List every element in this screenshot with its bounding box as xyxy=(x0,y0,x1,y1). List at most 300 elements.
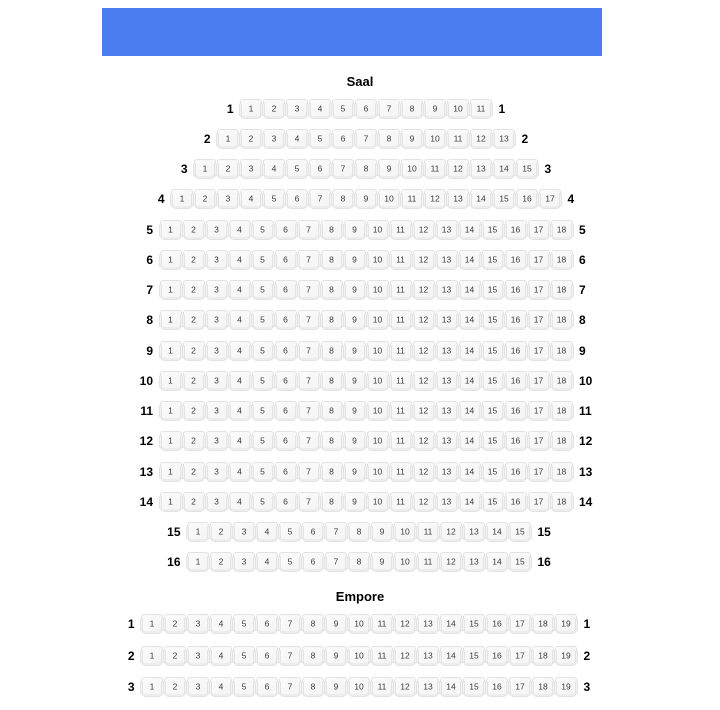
seat[interactable] xyxy=(263,189,285,209)
seat[interactable] xyxy=(206,280,228,300)
seat[interactable] xyxy=(551,250,573,270)
seat[interactable] xyxy=(321,310,343,330)
seat[interactable] xyxy=(194,189,216,209)
seat[interactable] xyxy=(551,280,573,300)
seat[interactable] xyxy=(160,280,182,300)
seat[interactable] xyxy=(275,310,297,330)
seat[interactable] xyxy=(367,341,389,361)
seat[interactable] xyxy=(194,159,216,179)
seat[interactable] xyxy=(470,159,492,179)
seat[interactable] xyxy=(378,99,400,119)
seat[interactable] xyxy=(171,189,193,209)
seat[interactable] xyxy=(275,401,297,421)
seat[interactable] xyxy=(160,310,182,330)
seat[interactable] xyxy=(447,99,469,119)
seat[interactable] xyxy=(298,492,320,512)
seat[interactable] xyxy=(509,677,531,697)
seat[interactable] xyxy=(183,310,205,330)
seat[interactable] xyxy=(325,522,347,542)
seat[interactable] xyxy=(390,492,412,512)
seat[interactable] xyxy=(298,250,320,270)
seat[interactable] xyxy=(286,189,308,209)
seat[interactable] xyxy=(206,492,228,512)
seat[interactable] xyxy=(256,552,278,572)
seat[interactable] xyxy=(390,250,412,270)
seat[interactable] xyxy=(206,401,228,421)
seat[interactable] xyxy=(440,552,462,572)
seat[interactable] xyxy=(424,129,446,149)
seat[interactable] xyxy=(229,220,251,240)
seat[interactable] xyxy=(378,129,400,149)
seat[interactable] xyxy=(348,552,370,572)
seat[interactable] xyxy=(286,129,308,149)
seat[interactable] xyxy=(417,614,439,634)
seat[interactable] xyxy=(321,401,343,421)
seat[interactable] xyxy=(528,310,550,330)
seat[interactable] xyxy=(302,646,324,666)
seat[interactable] xyxy=(217,159,239,179)
seat[interactable] xyxy=(390,431,412,451)
seat[interactable] xyxy=(505,371,527,391)
seat[interactable] xyxy=(493,129,515,149)
seat[interactable] xyxy=(263,159,285,179)
seat[interactable] xyxy=(275,220,297,240)
seat[interactable] xyxy=(459,462,481,482)
seat[interactable] xyxy=(505,462,527,482)
seat[interactable] xyxy=(440,646,462,666)
seat[interactable] xyxy=(482,492,504,512)
seat[interactable] xyxy=(447,189,469,209)
seat[interactable] xyxy=(463,677,485,697)
seat[interactable] xyxy=(344,371,366,391)
seat[interactable] xyxy=(394,614,416,634)
seat[interactable] xyxy=(325,552,347,572)
seat[interactable] xyxy=(344,492,366,512)
seat[interactable] xyxy=(252,492,274,512)
seat[interactable] xyxy=(355,99,377,119)
seat[interactable] xyxy=(187,614,209,634)
seat[interactable] xyxy=(367,220,389,240)
seat[interactable] xyxy=(413,341,435,361)
seat[interactable] xyxy=(424,99,446,119)
seat[interactable] xyxy=(367,462,389,482)
seat[interactable] xyxy=(482,431,504,451)
seat[interactable] xyxy=(309,99,331,119)
seat[interactable] xyxy=(482,371,504,391)
seat[interactable] xyxy=(505,250,527,270)
seat[interactable] xyxy=(160,431,182,451)
seat[interactable] xyxy=(252,250,274,270)
seat[interactable] xyxy=(516,159,538,179)
seat[interactable] xyxy=(160,492,182,512)
seat[interactable] xyxy=(417,522,439,542)
seat[interactable] xyxy=(298,220,320,240)
seat[interactable] xyxy=(417,552,439,572)
seat[interactable] xyxy=(436,431,458,451)
seat[interactable] xyxy=(348,646,370,666)
seat[interactable] xyxy=(539,189,561,209)
seat[interactable] xyxy=(551,401,573,421)
seat[interactable] xyxy=(279,677,301,697)
seat[interactable] xyxy=(240,99,262,119)
seat[interactable] xyxy=(505,431,527,451)
seat[interactable] xyxy=(390,220,412,240)
seat[interactable] xyxy=(378,189,400,209)
seat[interactable] xyxy=(206,250,228,270)
seat[interactable] xyxy=(463,646,485,666)
seat[interactable] xyxy=(321,431,343,451)
seat[interactable] xyxy=(486,552,508,572)
seat[interactable] xyxy=(279,552,301,572)
seat[interactable] xyxy=(348,614,370,634)
seat[interactable] xyxy=(424,159,446,179)
seat[interactable] xyxy=(321,341,343,361)
seat[interactable] xyxy=(486,677,508,697)
seat[interactable] xyxy=(390,371,412,391)
seat[interactable] xyxy=(459,250,481,270)
seat[interactable] xyxy=(459,310,481,330)
seat[interactable] xyxy=(509,614,531,634)
seat[interactable] xyxy=(302,614,324,634)
seat[interactable] xyxy=(141,646,163,666)
seat[interactable] xyxy=(252,310,274,330)
seat[interactable] xyxy=(206,310,228,330)
seat[interactable] xyxy=(459,371,481,391)
seat[interactable] xyxy=(367,431,389,451)
seat[interactable] xyxy=(417,646,439,666)
seat[interactable] xyxy=(252,341,274,361)
seat[interactable] xyxy=(367,310,389,330)
seat[interactable] xyxy=(233,552,255,572)
seat[interactable] xyxy=(344,431,366,451)
seat[interactable] xyxy=(160,401,182,421)
seat[interactable] xyxy=(256,522,278,542)
seat[interactable] xyxy=(309,189,331,209)
seat[interactable] xyxy=(401,189,423,209)
seat[interactable] xyxy=(210,522,232,542)
seat[interactable] xyxy=(390,462,412,482)
seat[interactable] xyxy=(440,522,462,542)
seat[interactable] xyxy=(275,341,297,361)
seat[interactable] xyxy=(413,310,435,330)
seat[interactable] xyxy=(210,552,232,572)
seat[interactable] xyxy=(164,614,186,634)
seat[interactable] xyxy=(516,189,538,209)
seat[interactable] xyxy=(286,159,308,179)
seat[interactable] xyxy=(555,677,577,697)
seat[interactable] xyxy=(413,371,435,391)
seat[interactable] xyxy=(482,310,504,330)
seat[interactable] xyxy=(332,99,354,119)
seat[interactable] xyxy=(355,129,377,149)
seat[interactable] xyxy=(321,462,343,482)
seat[interactable] xyxy=(321,250,343,270)
seat[interactable] xyxy=(229,431,251,451)
seat[interactable] xyxy=(482,462,504,482)
seat[interactable] xyxy=(505,310,527,330)
seat[interactable] xyxy=(447,129,469,149)
seat[interactable] xyxy=(348,522,370,542)
seat[interactable] xyxy=(298,431,320,451)
seat[interactable] xyxy=(505,280,527,300)
seat[interactable] xyxy=(390,401,412,421)
seat[interactable] xyxy=(390,341,412,361)
seat[interactable] xyxy=(367,371,389,391)
seat[interactable] xyxy=(229,371,251,391)
seat[interactable] xyxy=(371,552,393,572)
seat[interactable] xyxy=(298,462,320,482)
seat[interactable] xyxy=(440,677,462,697)
seat[interactable] xyxy=(436,310,458,330)
seat[interactable] xyxy=(463,552,485,572)
seat[interactable] xyxy=(417,677,439,697)
seat[interactable] xyxy=(509,522,531,542)
seat[interactable] xyxy=(413,431,435,451)
seat[interactable] xyxy=(378,159,400,179)
seat[interactable] xyxy=(493,189,515,209)
seat[interactable] xyxy=(240,189,262,209)
seat[interactable] xyxy=(279,646,301,666)
seat[interactable] xyxy=(371,677,393,697)
seat[interactable] xyxy=(528,280,550,300)
seat[interactable] xyxy=(275,280,297,300)
seat[interactable] xyxy=(275,250,297,270)
seat[interactable] xyxy=(355,159,377,179)
seat[interactable] xyxy=(555,646,577,666)
seat[interactable] xyxy=(509,552,531,572)
seat[interactable] xyxy=(302,552,324,572)
seat[interactable] xyxy=(252,401,274,421)
seat[interactable] xyxy=(275,492,297,512)
seat[interactable] xyxy=(206,220,228,240)
seat[interactable] xyxy=(321,492,343,512)
seat[interactable] xyxy=(459,431,481,451)
seat[interactable] xyxy=(401,129,423,149)
seat[interactable] xyxy=(229,250,251,270)
seat[interactable] xyxy=(183,431,205,451)
seat[interactable] xyxy=(183,462,205,482)
seat[interactable] xyxy=(459,341,481,361)
seat[interactable] xyxy=(309,129,331,149)
seat[interactable] xyxy=(187,646,209,666)
seat[interactable] xyxy=(470,129,492,149)
seat[interactable] xyxy=(551,431,573,451)
seat[interactable] xyxy=(206,371,228,391)
seat[interactable] xyxy=(183,250,205,270)
seat[interactable] xyxy=(183,401,205,421)
seat[interactable] xyxy=(279,522,301,542)
seat[interactable] xyxy=(367,492,389,512)
seat[interactable] xyxy=(141,677,163,697)
seat[interactable] xyxy=(440,614,462,634)
seat[interactable] xyxy=(486,614,508,634)
seat[interactable] xyxy=(413,250,435,270)
seat[interactable] xyxy=(325,646,347,666)
seat[interactable] xyxy=(413,401,435,421)
seat[interactable] xyxy=(344,280,366,300)
seat[interactable] xyxy=(321,371,343,391)
seat[interactable] xyxy=(394,677,416,697)
seat[interactable] xyxy=(401,99,423,119)
seat[interactable] xyxy=(325,677,347,697)
seat[interactable] xyxy=(229,462,251,482)
seat[interactable] xyxy=(256,614,278,634)
seat[interactable] xyxy=(302,677,324,697)
seat[interactable] xyxy=(486,646,508,666)
seat[interactable] xyxy=(332,129,354,149)
seat[interactable] xyxy=(252,371,274,391)
seat[interactable] xyxy=(141,614,163,634)
seat[interactable] xyxy=(470,189,492,209)
seat[interactable] xyxy=(436,371,458,391)
seat[interactable] xyxy=(160,341,182,361)
seat[interactable] xyxy=(486,522,508,542)
seat[interactable] xyxy=(505,220,527,240)
seat[interactable] xyxy=(528,492,550,512)
seat[interactable] xyxy=(436,462,458,482)
seat[interactable] xyxy=(367,250,389,270)
seat[interactable] xyxy=(532,614,554,634)
seat[interactable] xyxy=(394,552,416,572)
seat[interactable] xyxy=(394,522,416,542)
seat[interactable] xyxy=(413,462,435,482)
seat[interactable] xyxy=(160,250,182,270)
seat[interactable] xyxy=(252,220,274,240)
seat[interactable] xyxy=(482,401,504,421)
seat[interactable] xyxy=(233,614,255,634)
seat[interactable] xyxy=(332,189,354,209)
seat[interactable] xyxy=(229,401,251,421)
seat[interactable] xyxy=(551,371,573,391)
seat[interactable] xyxy=(401,159,423,179)
seat[interactable] xyxy=(252,431,274,451)
seat[interactable] xyxy=(321,220,343,240)
seat[interactable] xyxy=(206,431,228,451)
seat[interactable] xyxy=(528,250,550,270)
seat[interactable] xyxy=(302,522,324,542)
seat[interactable] xyxy=(447,159,469,179)
seat[interactable] xyxy=(325,614,347,634)
seat[interactable] xyxy=(240,129,262,149)
seat[interactable] xyxy=(183,220,205,240)
seat[interactable] xyxy=(279,614,301,634)
seat[interactable] xyxy=(309,159,331,179)
seat[interactable] xyxy=(298,401,320,421)
seat[interactable] xyxy=(344,462,366,482)
seat[interactable] xyxy=(436,250,458,270)
seat[interactable] xyxy=(528,371,550,391)
seat[interactable] xyxy=(187,552,209,572)
seat[interactable] xyxy=(164,677,186,697)
seat[interactable] xyxy=(298,280,320,300)
seat[interactable] xyxy=(436,401,458,421)
seat[interactable] xyxy=(371,522,393,542)
seat[interactable] xyxy=(183,371,205,391)
seat[interactable] xyxy=(463,522,485,542)
seat[interactable] xyxy=(256,677,278,697)
seat[interactable] xyxy=(459,492,481,512)
seat[interactable] xyxy=(229,492,251,512)
seat[interactable] xyxy=(217,189,239,209)
seat[interactable] xyxy=(263,129,285,149)
seat[interactable] xyxy=(344,401,366,421)
seat[interactable] xyxy=(367,280,389,300)
seat[interactable] xyxy=(348,677,370,697)
seat[interactable] xyxy=(470,99,492,119)
seat[interactable] xyxy=(505,492,527,512)
seat[interactable] xyxy=(263,99,285,119)
seat[interactable] xyxy=(160,220,182,240)
seat[interactable] xyxy=(240,159,262,179)
seat[interactable] xyxy=(298,310,320,330)
seat[interactable] xyxy=(229,341,251,361)
seat[interactable] xyxy=(528,341,550,361)
seat[interactable] xyxy=(482,250,504,270)
seat[interactable] xyxy=(355,189,377,209)
seat[interactable] xyxy=(344,310,366,330)
seat[interactable] xyxy=(413,280,435,300)
seat[interactable] xyxy=(217,129,239,149)
seat[interactable] xyxy=(344,220,366,240)
seat[interactable] xyxy=(394,646,416,666)
seat[interactable] xyxy=(493,159,515,179)
seat[interactable] xyxy=(555,614,577,634)
seat[interactable] xyxy=(252,462,274,482)
seat[interactable] xyxy=(183,280,205,300)
seat[interactable] xyxy=(160,462,182,482)
seat[interactable] xyxy=(424,189,446,209)
seat[interactable] xyxy=(367,401,389,421)
seat[interactable] xyxy=(229,310,251,330)
seat[interactable] xyxy=(298,341,320,361)
seat[interactable] xyxy=(321,280,343,300)
seat[interactable] xyxy=(256,646,278,666)
seat[interactable] xyxy=(551,310,573,330)
seat[interactable] xyxy=(509,646,531,666)
seat[interactable] xyxy=(551,492,573,512)
seat[interactable] xyxy=(528,431,550,451)
seat[interactable] xyxy=(233,646,255,666)
seat[interactable] xyxy=(344,341,366,361)
seat[interactable] xyxy=(286,99,308,119)
seat[interactable] xyxy=(436,492,458,512)
seat[interactable] xyxy=(436,280,458,300)
seat[interactable] xyxy=(160,371,182,391)
seat[interactable] xyxy=(459,401,481,421)
seat[interactable] xyxy=(459,280,481,300)
seat[interactable] xyxy=(505,401,527,421)
seat[interactable] xyxy=(206,462,228,482)
seat[interactable] xyxy=(187,677,209,697)
seat[interactable] xyxy=(413,492,435,512)
seat[interactable] xyxy=(551,220,573,240)
seat[interactable] xyxy=(482,280,504,300)
seat[interactable] xyxy=(482,341,504,361)
seat[interactable] xyxy=(413,220,435,240)
seat[interactable] xyxy=(528,401,550,421)
seat[interactable] xyxy=(298,371,320,391)
seat[interactable] xyxy=(233,677,255,697)
seat[interactable] xyxy=(390,310,412,330)
seat[interactable] xyxy=(210,614,232,634)
seat[interactable] xyxy=(275,431,297,451)
seat[interactable] xyxy=(371,614,393,634)
seat[interactable] xyxy=(229,280,251,300)
seat[interactable] xyxy=(183,341,205,361)
seat[interactable] xyxy=(436,220,458,240)
seat[interactable] xyxy=(528,462,550,482)
seat[interactable] xyxy=(482,220,504,240)
